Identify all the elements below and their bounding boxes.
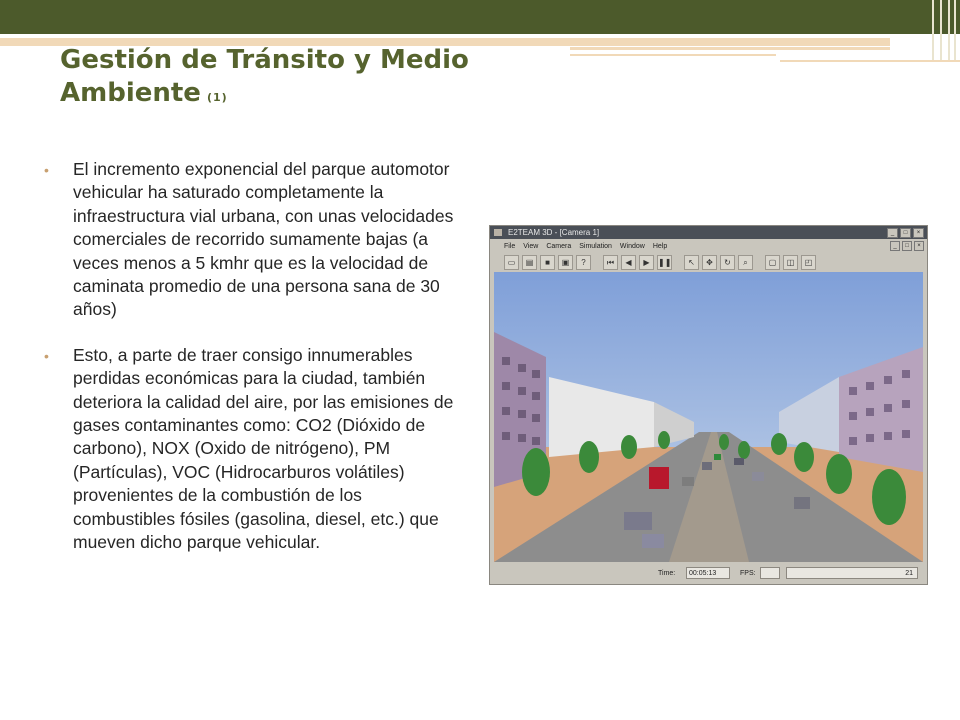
restore-icon: □ (902, 241, 912, 251)
bullet-icon: • (44, 347, 49, 364)
bullet-item (44, 344, 464, 555)
decor-line (570, 54, 776, 56)
zoom-icon: ⌕ (738, 255, 753, 270)
title-line-1: Gestión de Tránsito y Medio (60, 45, 469, 75)
rotate-icon: ↻ (720, 255, 735, 270)
app-icon (494, 229, 502, 236)
window-titlebar (490, 226, 927, 239)
decor-line (780, 60, 960, 62)
menu-view: View (523, 242, 539, 250)
fps-label: FPS: (740, 570, 756, 577)
fps-field (760, 567, 780, 579)
car (734, 458, 744, 465)
simulation-screenshot (489, 225, 928, 585)
save-icon: ■ (540, 255, 555, 270)
car (702, 462, 712, 470)
menu-file: File (504, 242, 516, 250)
view-front-icon: ▢ (765, 255, 780, 270)
car (752, 472, 764, 481)
toolbar (490, 253, 927, 271)
car (794, 497, 810, 509)
menu-help: Help (652, 242, 668, 250)
bullet-list (44, 158, 464, 577)
open-icon: ▭ (504, 255, 519, 270)
3d-street-view (494, 272, 923, 562)
top-stripes (920, 0, 960, 60)
bullet-icon: • (44, 162, 49, 178)
status-bar (490, 564, 927, 584)
slide-title (60, 44, 560, 114)
time-field: 00:05:13 (686, 567, 730, 579)
minimize-icon: _ (890, 241, 900, 251)
pause-icon: ❚❚ (657, 255, 672, 270)
top-band (0, 0, 960, 34)
select-icon: ↖ (684, 255, 699, 270)
play-icon: ▶ (639, 255, 654, 270)
rewind-icon: ⏮ (603, 255, 618, 270)
title-line-2: Ambiente (60, 78, 201, 108)
time-label: Time: (658, 570, 676, 577)
car (642, 534, 664, 548)
play-back-icon: ◀ (621, 255, 636, 270)
window-title: E2TEAM 3D - [Camera 1] (508, 228, 600, 237)
car (682, 477, 694, 486)
menu-bar (490, 240, 927, 252)
bus (649, 467, 669, 489)
move-icon: ✥ (702, 255, 717, 270)
menu-simulation: Simulation (579, 242, 612, 250)
view-top-icon: ◰ (801, 255, 816, 270)
fps-value-field: 21 (786, 567, 918, 579)
help-icon: ? (576, 255, 591, 270)
car (714, 454, 721, 460)
open-folder-icon: ▤ (522, 255, 537, 270)
title-reference: (1) (206, 91, 228, 104)
menu-camera: Camera (546, 242, 572, 250)
decor-line (570, 47, 890, 50)
minimize-icon: _ (887, 228, 898, 238)
close-icon: × (914, 241, 924, 251)
view-side-icon: ◫ (783, 255, 798, 270)
maximize-icon: □ (900, 228, 911, 238)
car (624, 512, 652, 530)
bullet-text: El incremento exponencial del parque automotor vehicular ha saturado completamente la infraestructura vial urbana, con unas velocidades comerciales de recorrido sumamente bajas (a veces menos a 5 kmhr que es la velocidad de caminata promedio de una persona sana de 30 años) (73, 159, 454, 320)
bullet-item (44, 158, 464, 322)
close-icon: × (913, 228, 924, 238)
save-as-icon: ▣ (558, 255, 573, 270)
menu-window: Window (619, 242, 645, 250)
bullet-text: Esto, a parte de traer consigo innumerables perdidas económicas para la ciudad, también deteriora la calidad del aire, por las emisiones de gases contaminantes como: CO2 (Dióxido de carbono), NOX (Oxido de nitrógeno), PM (Partículas), VOC (Hidrocarburos volátiles) provenientes de la combustión de los combustibles fósiles (gasolina, diesel, etc.) que mueven dicho parque vehicular. (73, 344, 454, 553)
